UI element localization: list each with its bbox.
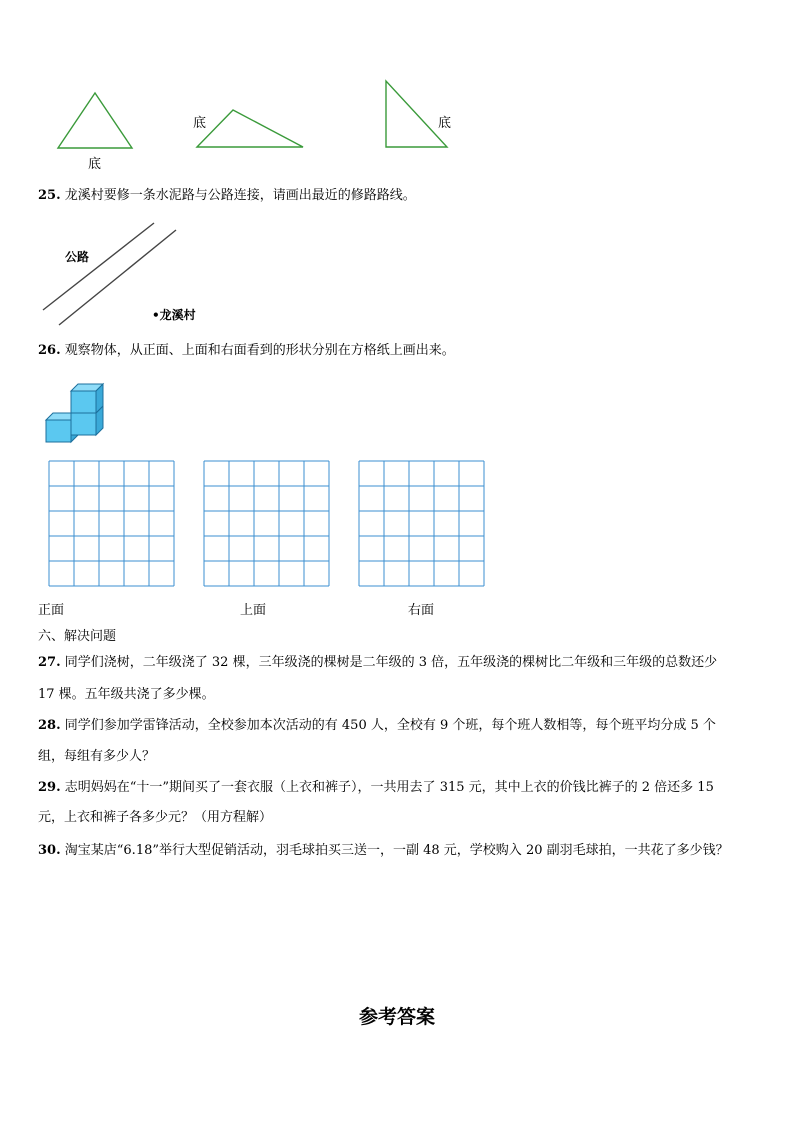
triangle-1 bbox=[58, 93, 132, 148]
question-number: 29. bbox=[38, 780, 61, 795]
question-29-line1 bbox=[38, 779, 714, 797]
grid-right bbox=[359, 461, 484, 586]
question-number: 27. bbox=[38, 655, 61, 670]
question-number: 28. bbox=[38, 718, 61, 733]
triangle-2 bbox=[197, 110, 303, 147]
question-27-line2: 17 棵。五年级共浇了多少棵。 bbox=[38, 687, 215, 702]
road-label: 公路 bbox=[65, 250, 90, 264]
question-text: 龙溪村要修一条水泥路与公路连接，请画出最近的修路路线。 bbox=[64, 188, 416, 203]
grid-papers bbox=[0, 455, 794, 595]
question-text: 同学们参加学雷锋活动，全校参加本次活动的有 450 人，全校有 9 个班，每个班人数相等，每个班平均分成 5 个 bbox=[64, 718, 716, 733]
grid-front bbox=[49, 461, 174, 586]
road-diagram bbox=[0, 210, 794, 330]
question-text: 淘宝某店“6.18”举行大型促销活动，羽毛球拍买三送一，一副 48 元，学校购入 20 副羽毛球拍，一共花了多少钱？ bbox=[64, 843, 729, 858]
question-28-line1 bbox=[38, 717, 716, 735]
question-26 bbox=[38, 342, 455, 360]
cube-figure bbox=[40, 378, 120, 448]
answers-title: 参考答案 bbox=[358, 1006, 435, 1028]
question-text: 同学们浇树，二年级浇了 32 棵，三年级浇的棵树是二年级的 3 倍，五年级浇的棵树比二年级和三年级的总数还少 bbox=[64, 655, 718, 670]
village-label: •龙溪村 bbox=[152, 308, 196, 322]
triangle-3-base-label: 底 bbox=[438, 116, 452, 131]
section-heading: 六、解决问题 bbox=[38, 629, 117, 644]
triangle-2-base-label: 底 bbox=[193, 116, 207, 131]
grid-top bbox=[204, 461, 329, 586]
question-text: 志明妈妈在“十一”期间买了一套衣服（上衣和裤子），一共用去了 315 元，其中上衣的价钱比裤子的 2 倍还多 15 bbox=[64, 780, 714, 795]
view-label-top: 上面 bbox=[240, 603, 267, 618]
question-30 bbox=[38, 842, 729, 860]
road-line-1 bbox=[43, 223, 154, 310]
view-label-front: 正面 bbox=[38, 603, 65, 618]
question-number: 26. bbox=[38, 343, 61, 358]
question-25 bbox=[38, 187, 416, 205]
triangle-figures bbox=[0, 0, 794, 180]
question-28-line2: 组，每组有多少人？ bbox=[38, 749, 156, 764]
question-text: 观察物体，从正面、上面和右面看到的形状分别在方格纸上画出来。 bbox=[64, 343, 455, 358]
question-29-line2: 元，上衣和裤子各多少元？（用方程解） bbox=[38, 810, 273, 825]
question-27-line1 bbox=[38, 654, 717, 672]
question-number: 30. bbox=[38, 843, 61, 858]
question-number: 25. bbox=[38, 188, 61, 203]
view-label-right: 右面 bbox=[408, 603, 435, 618]
triangle-1-base-label: 底 bbox=[88, 157, 102, 172]
triangle-3 bbox=[386, 81, 447, 147]
